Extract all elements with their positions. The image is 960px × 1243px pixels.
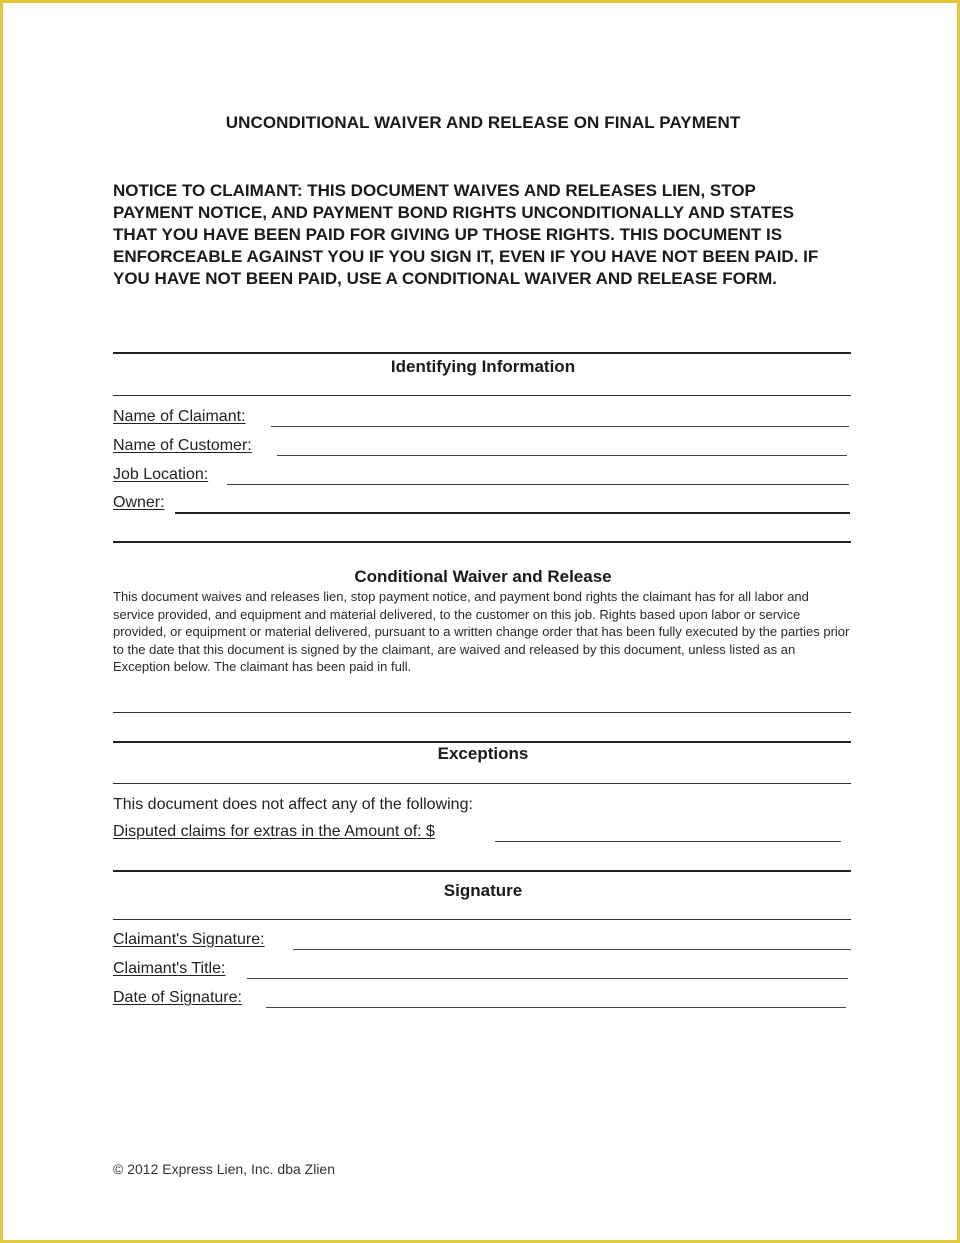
waiver-body-text: This document waives and releases lien, stop payment notice, and payment bond rights the claimant has for all labor and service provided, and equipment and material delivered, to the customer on this job. Rights based upon labor or service provided, or equipment or material delivered, pursuant to a written change order that has been fully executed by the parties prior to the date that this document is signed by the claimant, are waived and released by this document, unless listed as an Exception below. The claimant has been paid in full. bbox=[113, 589, 850, 674]
claimant-title-field[interactable] bbox=[247, 978, 848, 979]
job-location-label: Job Location: bbox=[113, 466, 209, 483]
divider bbox=[113, 919, 851, 920]
owner-field[interactable] bbox=[175, 512, 850, 514]
divider bbox=[113, 352, 851, 354]
claimant-title-label: Claimant's Title: bbox=[113, 960, 226, 977]
exceptions-intro: This document does not affect any of the following: bbox=[113, 796, 473, 813]
divider bbox=[113, 712, 851, 713]
claimant-signature-field[interactable] bbox=[293, 949, 851, 950]
disputed-claims-label: Disputed claims for extras in the Amount of: $ bbox=[113, 823, 435, 840]
signature-heading: Signature bbox=[443, 881, 523, 900]
divider bbox=[113, 870, 851, 872]
document-title: UNCONDITIONAL WAIVER AND RELEASE ON FINAL PAYMENT bbox=[225, 113, 741, 132]
divider bbox=[113, 541, 851, 543]
claimant-signature-label: Claimant's Signature: bbox=[113, 931, 265, 948]
waiver-heading: Conditional Waiver and Release bbox=[354, 567, 612, 586]
customer-name-label: Name of Customer: bbox=[113, 437, 252, 454]
exceptions-heading: Exceptions bbox=[437, 744, 529, 763]
divider bbox=[113, 741, 851, 743]
signature-date-field[interactable] bbox=[266, 1007, 846, 1008]
divider bbox=[113, 395, 851, 396]
divider bbox=[113, 783, 851, 784]
disputed-amount-field[interactable] bbox=[495, 841, 841, 842]
identifying-heading: Identifying Information bbox=[390, 357, 576, 376]
owner-label: Owner: bbox=[113, 494, 165, 511]
claimant-name-label: Name of Claimant: bbox=[113, 408, 246, 425]
copyright-footer: © 2012 Express Lien, Inc. dba Zlien bbox=[113, 1161, 335, 1177]
customer-name-field[interactable] bbox=[277, 455, 847, 456]
claimant-name-field[interactable] bbox=[271, 426, 849, 427]
job-location-field[interactable] bbox=[227, 484, 849, 485]
signature-date-label: Date of Signature: bbox=[113, 989, 242, 1006]
notice-to-claimant: NOTICE TO CLAIMANT: THIS DOCUMENT WAIVES AND RELEASES LIEN, STOP PAYMENT NOTICE, AND PAYMENT BOND RIGHTS UNCONDITIONALLY AND STATES THAT YOU HAVE BEEN PAID FOR GIVING UP THOSE RIGHTS. THIS DOCUMENT IS ENFORCEABLE AGAINST YOU IF YOU SIGN IT, EVEN IF YOU HAVE NOT BEEN PAID. IF YOU HAVE NOT BEEN PAID, USE A CONDITIONAL WAIVER AND RELEASE FORM. bbox=[113, 181, 819, 288]
